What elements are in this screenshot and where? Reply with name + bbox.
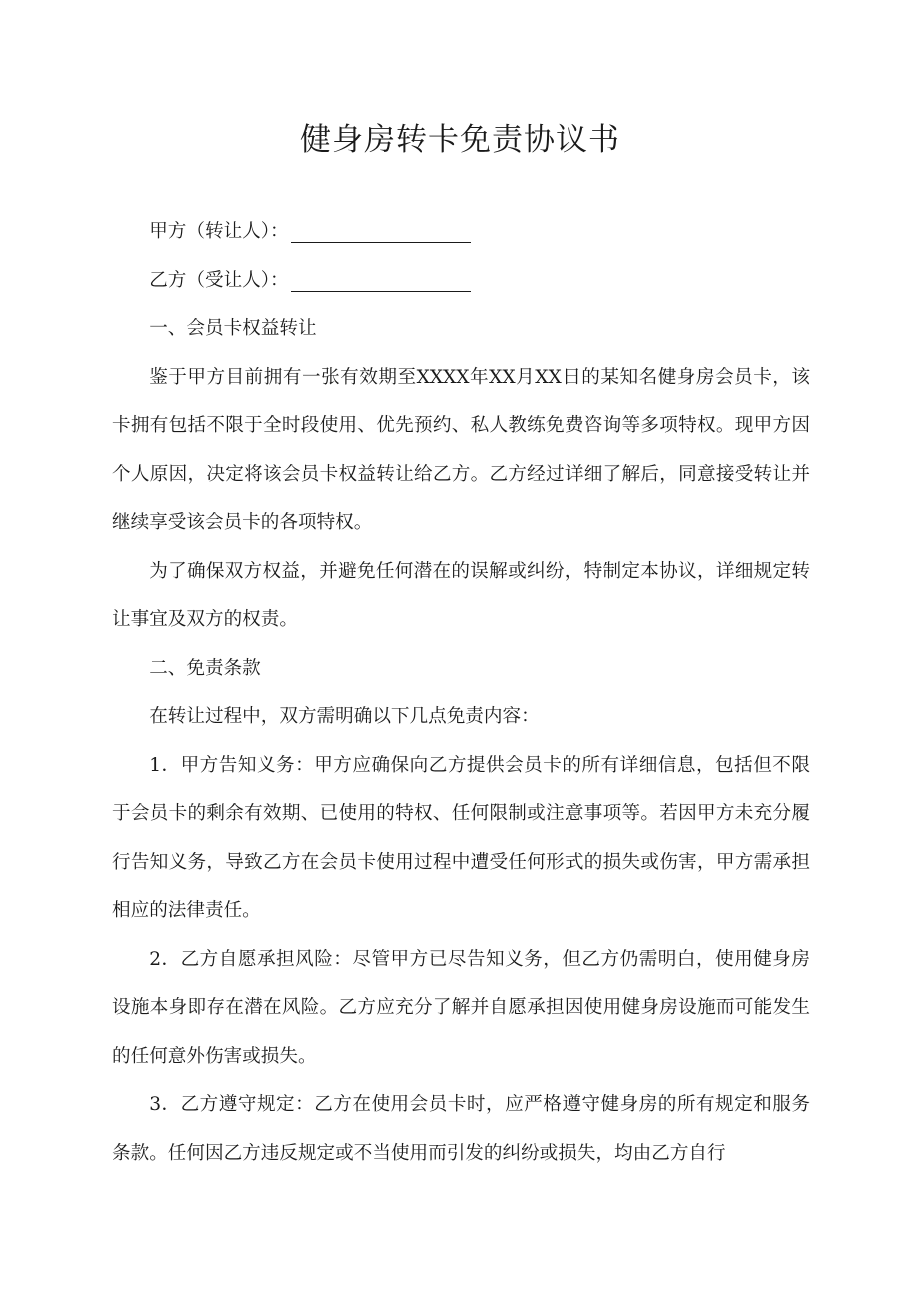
party-b-label: 乙方（受让人）： [149, 269, 289, 291]
party-b-line [112, 257, 810, 306]
document-body [112, 208, 810, 1178]
document-title: 健身房转卡免责协议书 [300, 122, 620, 158]
party-a-blank [291, 218, 471, 243]
paragraph-2-intro: 在转让过程中，双方需明确以下几点免责内容： [149, 706, 540, 727]
clause-2: 2．乙方自愿承担风险：尽管甲方已尽告知义务，但乙方仍需明白，使用健身房设施本身即存在潜在风险。乙方应充分了解并自愿承担因使用健身房设施而可能发生的任何意外伤害或损失。 [112, 948, 810, 1067]
party-a-label: 甲方（转让人）： [149, 221, 289, 242]
clause-1: 1．甲方告知义务：甲方应确保向乙方提供会员卡的所有详细信息，包括但不限于会员卡的剩余有效期、已使用的特权、任何限制或注意事项等。若因甲方未充分履行告知义务，导致乙方在会员卡使用过程中遭受任何形式的损失或伤害，甲方需承担相应的法律责任。 [112, 754, 810, 921]
party-a-line [112, 208, 810, 257]
party-b-blank [291, 267, 471, 292]
section-heading-2: 二、免责条款 [149, 657, 261, 679]
section-heading-1: 一、会员卡权益转让 [149, 318, 317, 339]
paragraph-1-2: 为了确保双方权益，并避免任何潜在的误解或纠纷，特制定本协议，详细规定转让事宜及双方的权责。 [112, 560, 810, 630]
paragraph-1-1: 鉴于甲方目前拥有一张有效期至XXXX年XX月XX日的某知名健身房会员卡，该卡拥有包括不限于全时段使用、优先预约、私人教练免费咨询等多项特权。现甲方因个人原因，决定将该会员卡权益转让给乙方。乙方经过详细了解后，同意接受转让并继续享受该会员卡的各项特权。 [112, 366, 810, 533]
clause-3: 3．乙方遵守规定：乙方在使用会员卡时，应严格遵守健身房的所有规定和服务条款。任何因乙方违反规定或不当使用而引发的纠纷或损失，均由乙方自行 [112, 1094, 810, 1164]
